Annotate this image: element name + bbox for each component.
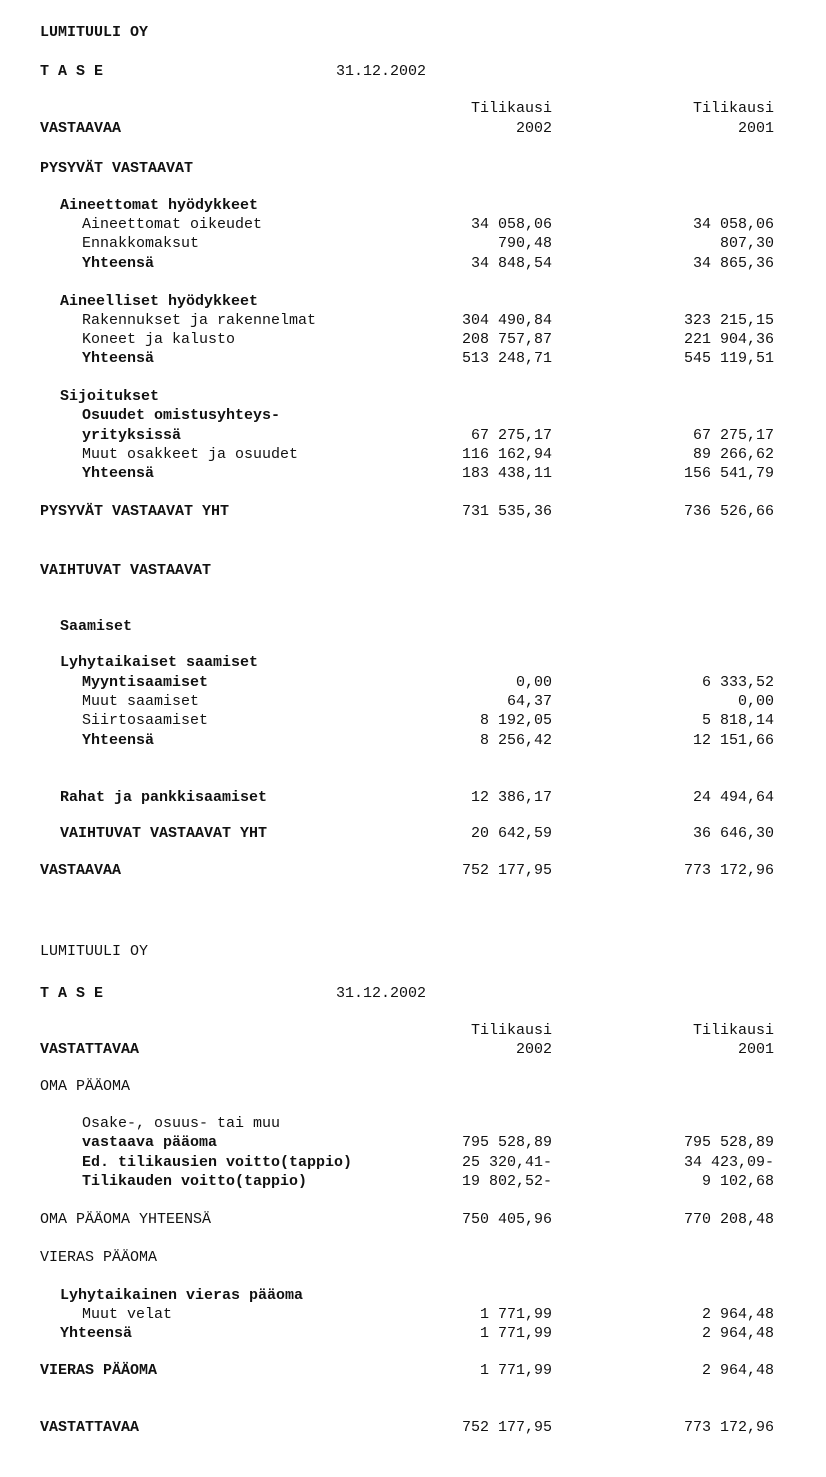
row-value: 790,48	[497, 235, 552, 252]
row-value: 12 151,66	[692, 732, 774, 749]
row-value: 34 865,36	[692, 255, 774, 272]
row-label: Rahat ja pankkisaamiset	[60, 789, 268, 806]
section-total-value: 1 771,99	[479, 1362, 552, 1379]
row-label: Yhteensä	[60, 1325, 133, 1342]
row-label: vastaava pääoma	[82, 1134, 218, 1151]
row-label: Osake-, osuus- tai muu	[82, 1115, 281, 1132]
row-value: 2 964,48	[701, 1306, 774, 1323]
row-value: 208 757,87	[461, 331, 552, 348]
row-value: 9 102,68	[701, 1173, 774, 1190]
row-value: 221 904,36	[683, 331, 774, 348]
column-header-label: Tilikausi	[692, 1022, 774, 1039]
row-value: 156 541,79	[683, 465, 774, 482]
document-date: 31.12.2002	[336, 63, 427, 80]
column-year: 2001	[737, 1041, 774, 1058]
row-value: 1 771,99	[479, 1306, 552, 1323]
row-value: 795 528,89	[683, 1134, 774, 1151]
grand-total-label: VASTATTAVAA	[40, 1419, 140, 1436]
column-year: 2002	[515, 120, 552, 137]
document-title: T A S E	[40, 985, 104, 1002]
column-year: 2002	[515, 1041, 552, 1058]
row-value: 116 162,94	[461, 446, 552, 463]
row-label: Koneet ja kalusto	[82, 331, 236, 348]
row-value: 0,00	[515, 674, 552, 691]
row-value: 513 248,71	[461, 350, 552, 367]
row-label: Siirtosaamiset	[82, 712, 209, 729]
row-value: 8 256,42	[479, 732, 552, 749]
row-value: 1 771,99	[479, 1325, 552, 1342]
section-total-value: 731 535,36	[461, 503, 552, 520]
group-title: Lyhytaikainen vieras pääoma	[60, 1287, 304, 1304]
column-header-label: Tilikausi	[692, 100, 774, 117]
column-year: 2001	[737, 120, 774, 137]
row-value: 12 386,17	[470, 789, 552, 806]
group-title: Lyhytaikaiset saamiset	[60, 654, 259, 671]
section-heading: VIERAS PÄÄOMA	[40, 1249, 158, 1266]
row-value: 545 119,51	[683, 350, 774, 367]
row-value: 34 058,06	[692, 216, 774, 233]
company-name: LUMITUULI OY	[40, 24, 149, 41]
row-value: 183 438,11	[461, 465, 552, 482]
row-label: Yhteensä	[82, 732, 155, 749]
row-label: Myyntisaamiset	[82, 674, 209, 691]
section-total-value: 20 642,59	[470, 825, 552, 842]
row-value: 807,30	[719, 235, 774, 252]
section-total-value: 2 964,48	[701, 1362, 774, 1379]
assets-heading: VASTAAVAA	[40, 120, 122, 137]
grand-total-value: 773 172,96	[683, 862, 774, 879]
grand-total-value: 773 172,96	[683, 1419, 774, 1436]
section-total-label: VAIHTUVAT VASTAAVAT YHT	[60, 825, 268, 842]
section-total-label: PYSYVÄT VASTAAVAT YHT	[40, 503, 230, 520]
row-value: 323 215,15	[683, 312, 774, 329]
section-total-value: 750 405,96	[461, 1211, 552, 1228]
row-value: 6 333,52	[701, 674, 774, 691]
section-heading: PYSYVÄT VASTAAVAT	[40, 160, 194, 177]
group-title: Saamiset	[60, 618, 133, 635]
row-label: Yhteensä	[82, 350, 155, 367]
company-name: LUMITUULI OY	[40, 943, 149, 960]
row-value: 34 423,09-	[683, 1154, 774, 1171]
section-total-value: 736 526,66	[683, 503, 774, 520]
row-value: 89 266,62	[692, 446, 774, 463]
row-label: Aineettomat oikeudet	[82, 216, 263, 233]
row-label: Muut velat	[82, 1306, 173, 1323]
row-label: Ed. tilikausien voitto(tappio)	[82, 1154, 353, 1171]
group-title: Aineettomat hyödykkeet	[60, 197, 259, 214]
section-total-value: 36 646,30	[692, 825, 774, 842]
section-total-value: 770 208,48	[683, 1211, 774, 1228]
section-heading: VAIHTUVAT VASTAAVAT	[40, 562, 212, 579]
row-value: 5 818,14	[701, 712, 774, 729]
group-title: Aineelliset hyödykkeet	[60, 293, 259, 310]
row-label: Muut saamiset	[82, 693, 200, 710]
row-value: 0,00	[737, 693, 774, 710]
row-value: 25 320,41-	[461, 1154, 552, 1171]
row-value: 67 275,17	[692, 427, 774, 444]
document-date: 31.12.2002	[336, 985, 427, 1002]
grand-total-label: VASTAAVAA	[40, 862, 122, 879]
row-label: yrityksissä	[82, 427, 182, 444]
grand-total-value: 752 177,95	[461, 1419, 552, 1436]
row-value: 2 964,48	[701, 1325, 774, 1342]
row-label: Muut osakkeet ja osuudet	[82, 446, 299, 463]
row-value: 64,37	[506, 693, 552, 710]
row-label: Ennakkomaksut	[82, 235, 200, 252]
row-label: Tilikauden voitto(tappio)	[82, 1173, 308, 1190]
row-label: Rakennukset ja rakennelmat	[82, 312, 317, 329]
row-value: 19 802,52-	[461, 1173, 552, 1190]
row-label: Yhteensä	[82, 465, 155, 482]
row-value: 34 058,06	[470, 216, 552, 233]
section-total-label: VIERAS PÄÄOMA	[40, 1362, 158, 1379]
row-value: 8 192,05	[479, 712, 552, 729]
liabilities-heading: VASTATTAVAA	[40, 1041, 140, 1058]
row-label: Yhteensä	[82, 255, 155, 272]
section-heading: OMA PÄÄOMA	[40, 1078, 131, 1095]
group-title: Sijoitukset	[60, 388, 160, 405]
row-label: Osuudet omistusyhteys-	[82, 407, 281, 424]
section-total-label: OMA PÄÄOMA YHTEENSÄ	[40, 1211, 212, 1228]
row-value: 304 490,84	[461, 312, 552, 329]
row-value: 24 494,64	[692, 789, 774, 806]
column-header-label: Tilikausi	[470, 100, 552, 117]
column-header-label: Tilikausi	[470, 1022, 552, 1039]
document-title: T A S E	[40, 63, 104, 80]
grand-total-value: 752 177,95	[461, 862, 552, 879]
row-value: 795 528,89	[461, 1134, 552, 1151]
row-value: 34 848,54	[470, 255, 552, 272]
row-value: 67 275,17	[470, 427, 552, 444]
